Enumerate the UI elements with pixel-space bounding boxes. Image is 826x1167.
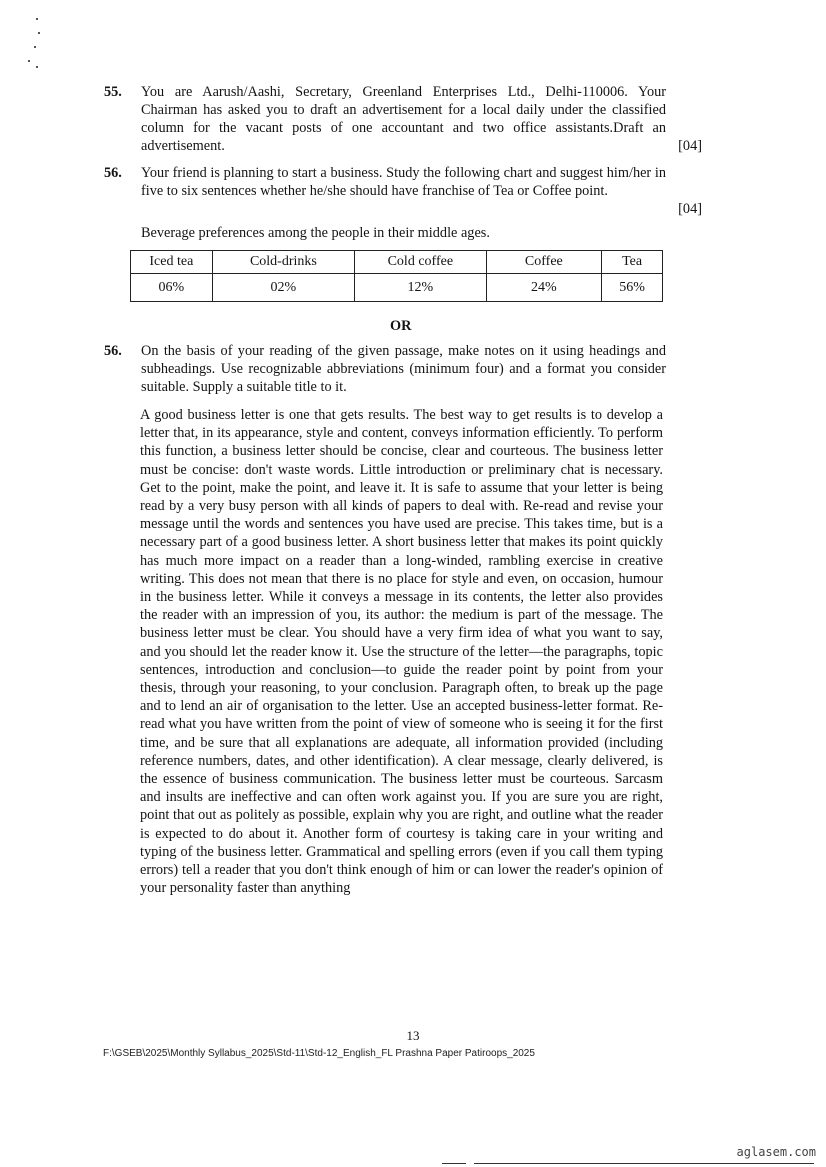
- table-cell: 06%: [131, 274, 213, 302]
- question-text: Your friend is planning to start a business. Study the following chart and suggest him/her in five to six sentences whether he/she should have franchise of Tea or Coffee point.: [141, 165, 666, 199]
- table-header-cell: Coffee: [486, 251, 602, 274]
- margin-marks: [24, 18, 44, 78]
- footer-file-path: F:\GSEB\2025\Monthly Syllabus_2025\Std-11\Std-12_English_FL Prashna Paper Patiroops_2025: [103, 1048, 535, 1059]
- table-cell: 56%: [602, 274, 663, 302]
- question-56-alternate: [104, 342, 704, 402]
- question-55: [104, 83, 704, 155]
- question-56: [104, 164, 704, 218]
- page-number: 13: [406, 1028, 420, 1043]
- bottom-divider: [474, 1163, 814, 1164]
- question-marks: [04]: [678, 201, 702, 217]
- table-cell: 24%: [486, 274, 602, 302]
- table-caption: Beverage preferences among the people in their middle ages.: [141, 225, 490, 241]
- table-cell: 02%: [212, 274, 354, 302]
- table-header-row: [131, 251, 663, 274]
- question-text: On the basis of your reading of the given passage, make notes on it using headings and subheadings. Use recognizable abbreviations (minimum four) and a format you consider suitable. Supply a suitable title to it.: [141, 343, 666, 395]
- question-text: You are Aarush/Aashi, Secretary, Greenland Enterprises Ltd., Delhi-110006. Your Chairman has asked you to draft an advertisement for a local daily under the classified column for the vacant posts of one accountant and two office assistants.Draft an advertisement.: [141, 84, 666, 154]
- table-header-cell: Cold coffee: [355, 251, 486, 274]
- bottom-divider: [442, 1163, 466, 1164]
- table-header-cell: Cold-drinks: [212, 251, 354, 274]
- watermark-text: aglasem.com: [736, 1145, 816, 1159]
- beverage-table: [130, 250, 663, 302]
- table-header-cell: Tea: [602, 251, 663, 274]
- or-separator: OR: [390, 318, 412, 334]
- table-header-cell: Iced tea: [131, 251, 213, 274]
- table-row: [131, 274, 663, 302]
- table-cell: 12%: [355, 274, 486, 302]
- question-number: 56.: [104, 165, 122, 181]
- question-number: 56.: [104, 343, 122, 359]
- question-marks: [04]: [678, 138, 702, 154]
- question-number: 55.: [104, 84, 122, 100]
- reading-passage: A good business letter is one that gets results. The best way to get results is to develop a letter that, in its appearance, style and content, conveys information efficiently. To perform this function, a business letter should be concise, clear and courteous. The business letter must be concise: don't waste words. Little introduction or preliminary chat is necessary. Get to the point, make the point, and leave it. It is safe to assume that your letter is being read by a very busy person with all kinds of papers to deal with. Re-read and revise your message until the words and sentences you have used are precise. This takes time, but is a necessary part of a good business letter. A short business letter that makes its point quickly has much more impact on a reader than a long-winded, rambling exercise in creative writing. This does not mean that there is no place for style and even, on occasion, humour in the business letter. While it conveys a message in its contents, the letter also provides the reader with an impression of you, its author: the medium is part of the message. The business letter must be clear. You should have a very firm idea of what you want to say, and you should let the reader know it. Use the structure of the letter—the paragraphs, topic sentences, introduction and conclusion—to guide the reader point by point from your thesis, through your reasoning, to your conclusion. Paragraph often, to break up the page and to lend an air of organisation to the letter. Use an accepted business-letter format. Re-read what you have written from the point of view of someone who is seeing it for the first time, and be sure that all explanations are adequate, all information provided (including reference numbers, dates, and other identification). A clear message, clearly delivered, is the essence of business communication. The business letter must be courteous. Sarcasm and insults are ineffective and can often work against you. If you are sure you are right, point that out as politely as possible, explain why you are right, and outline what the reader is expected to do about it. Another form of courtesy is taking care in your writing and typing of the business letter. Grammatical and spelling errors (even if you call them typing errors) tell a reader that you don't think enough of him or can lower the reader's opinion of your personality faster than anything: [140, 407, 663, 897]
